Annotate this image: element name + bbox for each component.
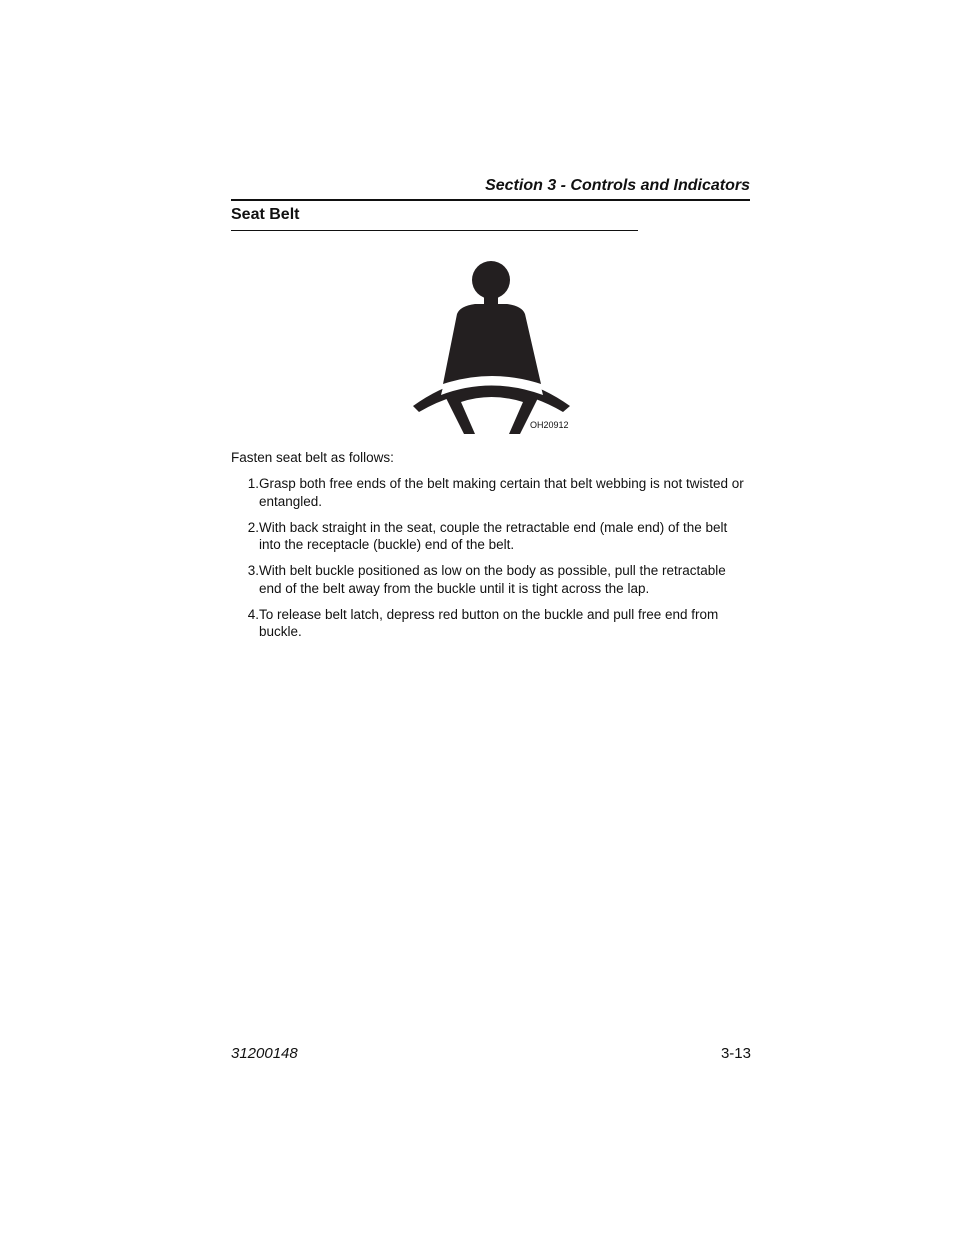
- step-number: 4.: [247, 606, 259, 622]
- document-number: 31200148: [231, 1045, 298, 1062]
- list-item: [231, 562, 751, 597]
- list-item: [231, 606, 751, 641]
- list-item: [231, 519, 751, 554]
- header-rule: [231, 199, 750, 201]
- step-number: 3.: [247, 563, 259, 578]
- step-text: To release belt latch, depress red button on the buckle and pull free end from buckle.: [259, 606, 719, 639]
- list-item: [231, 475, 751, 510]
- section-header: Section 3 - Controls and Indicators: [485, 177, 750, 194]
- intro-text: Fasten seat belt as follows:: [231, 450, 394, 465]
- step-number: 1.: [247, 476, 259, 491]
- step-text: Grasp both free ends of the belt making certain that belt webbing is not twisted or entangled.: [259, 476, 744, 509]
- figure-code: OH20912: [530, 420, 569, 430]
- subsection-rule: [231, 230, 638, 231]
- seat-belt-figure: [405, 256, 580, 436]
- step-number: 2.: [247, 519, 259, 535]
- step-text: With back straight in the seat, couple the retractable end (male end) of the belt into the receptacle (buckle) end of the belt.: [259, 519, 728, 552]
- subsection-title: Seat Belt: [231, 206, 300, 223]
- steps-list: [231, 475, 751, 649]
- page-number: 3-13: [720, 1045, 751, 1062]
- seat-belt-icon: [405, 256, 580, 436]
- step-text: With belt buckle positioned as low on the body as possible, pull the retractable end of the belt away from the buckle until it is tight across the lap.: [259, 563, 726, 596]
